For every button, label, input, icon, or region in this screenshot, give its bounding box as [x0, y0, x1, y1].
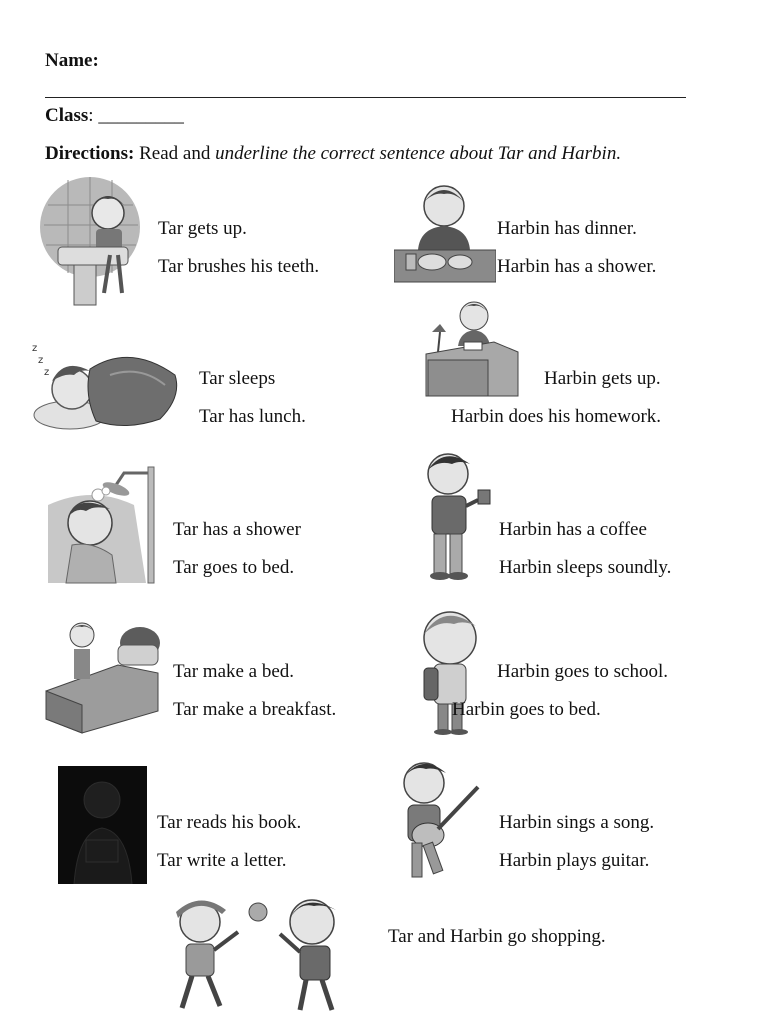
coffee-boy-picture — [414, 448, 496, 580]
left-option-1b[interactable]: Tar brushes his teeth. — [158, 256, 320, 277]
making-bed-picture — [42, 615, 164, 743]
svg-text:z: z — [32, 343, 38, 354]
right-option-1a[interactable]: Harbin has dinner. — [497, 218, 637, 239]
shower-picture — [42, 465, 160, 587]
homework-desk-picture — [424, 296, 520, 400]
two-boys-playing-ball-picture — [154, 888, 364, 1016]
left-option-3a[interactable]: Tar has a shower — [173, 519, 301, 540]
left-option-5a[interactable]: Tar reads his book. — [157, 812, 302, 833]
dinner-picture — [394, 178, 496, 284]
class-blank: _________ — [98, 105, 184, 126]
class-line — [45, 106, 184, 125]
class-separator: : — [88, 105, 94, 126]
brushing-teeth-picture — [38, 175, 150, 307]
right-option-2b[interactable]: Harbin does his homework. — [451, 406, 662, 427]
svg-text:z: z — [38, 355, 44, 366]
left-option-2b[interactable]: Tar has lunch. — [199, 406, 306, 427]
right-option-5b[interactable]: Harbin plays guitar. — [499, 850, 650, 871]
final-sentence[interactable]: Tar and Harbin go shopping. — [388, 926, 606, 947]
left-option-2a[interactable]: Tar sleeps — [199, 368, 276, 389]
right-option-4a[interactable]: Harbin goes to school. — [497, 661, 668, 682]
right-option-1b[interactable]: Harbin has a shower. — [497, 256, 657, 277]
directions-plain: Read and — [139, 143, 211, 164]
left-option-4b[interactable]: Tar make a breakfast. — [173, 699, 337, 720]
left-option-3b[interactable]: Tar goes to bed. — [173, 557, 295, 578]
directions — [45, 144, 621, 163]
class-label: Class — [45, 105, 89, 126]
directions-italic: underline the correct sentence about Tar and Harbin. — [215, 143, 622, 164]
right-option-3b[interactable]: Harbin sleeps soundly. — [499, 557, 672, 578]
left-option-5b[interactable]: Tar write a letter. — [157, 850, 287, 871]
right-option-2a[interactable]: Harbin gets up. — [544, 368, 661, 389]
svg-text:z: z — [44, 367, 50, 378]
left-option-4a[interactable]: Tar make a bed. — [173, 661, 295, 682]
right-option-3a[interactable]: Harbin has a coffee — [499, 519, 647, 540]
directions-label: Directions: — [45, 143, 135, 164]
reading-dark-picture — [58, 766, 147, 884]
name-label: Name: — [45, 50, 99, 71]
guitar-boy-picture — [394, 755, 482, 887]
right-option-5a[interactable]: Harbin sings a song. — [499, 812, 655, 833]
sleeping-boy-picture — [30, 335, 185, 435]
right-option-4b[interactable]: Harbin goes to bed. — [452, 699, 601, 720]
name-underline — [45, 97, 686, 98]
left-option-1a[interactable]: Tar gets up. — [158, 218, 247, 239]
